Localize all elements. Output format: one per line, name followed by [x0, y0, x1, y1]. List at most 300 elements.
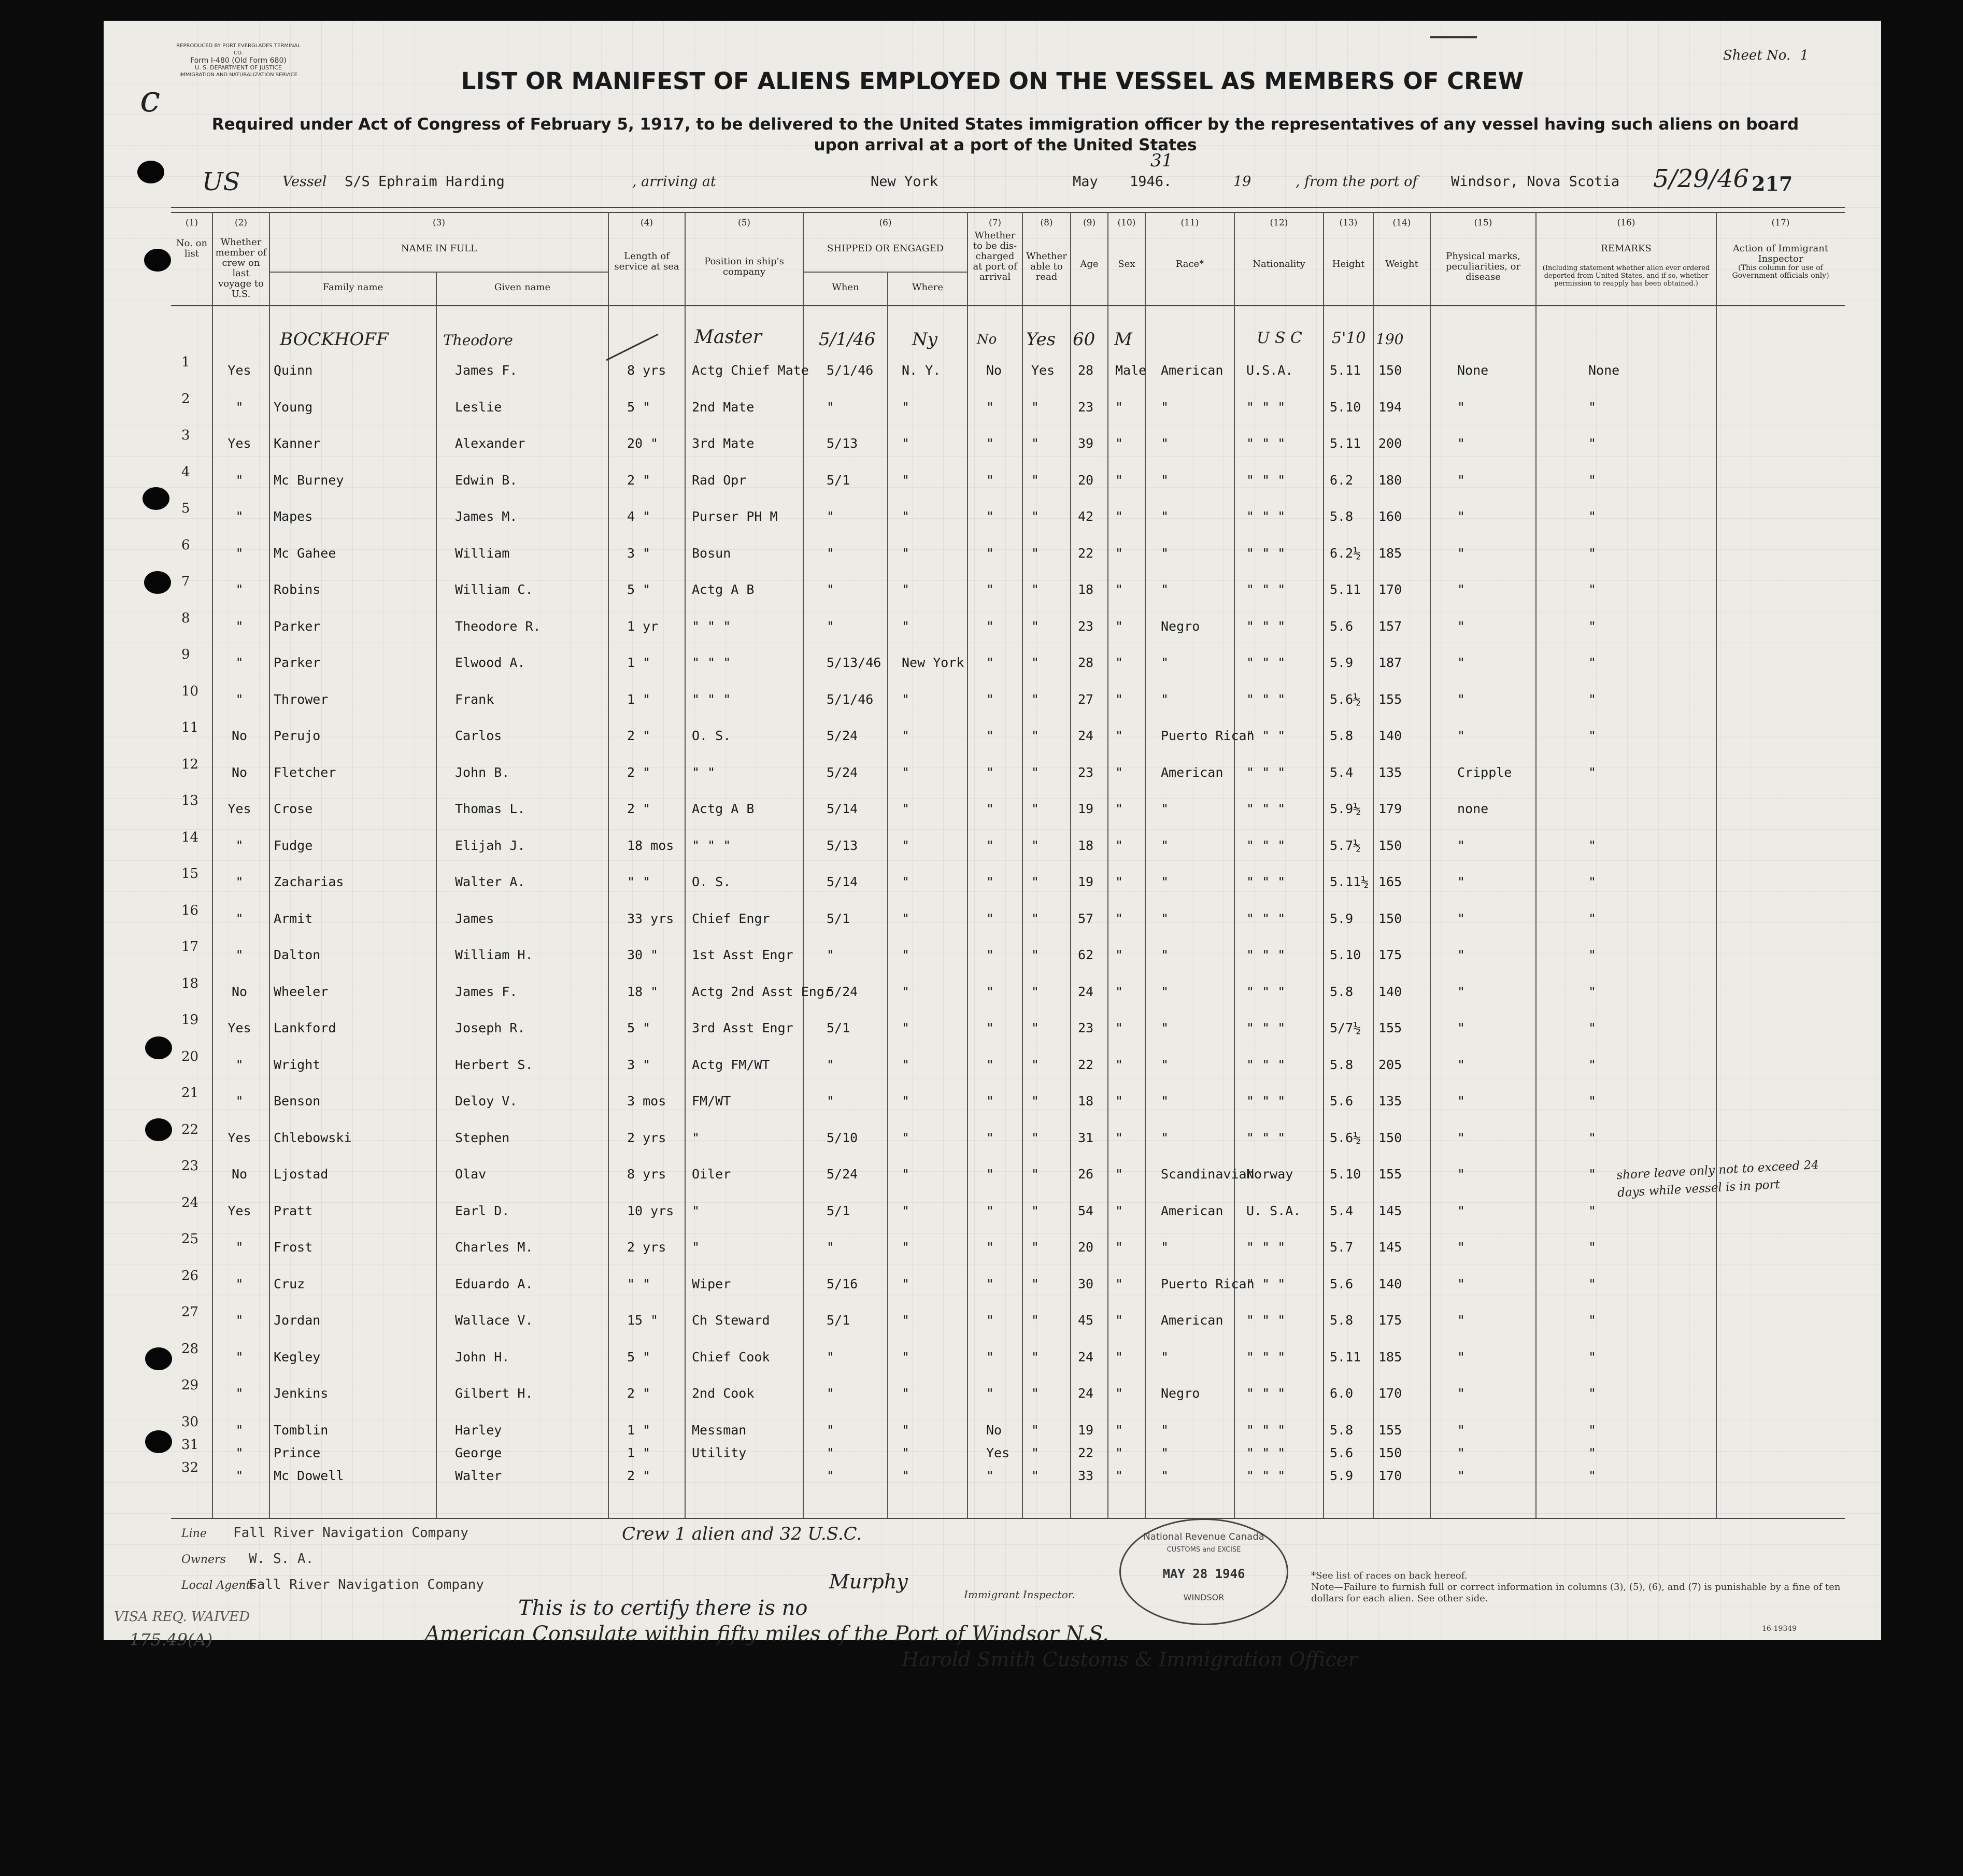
- cell-family: Jordan: [274, 1313, 321, 1328]
- cell-family: Armit: [274, 911, 313, 926]
- cell-race: ": [1161, 984, 1169, 999]
- cell-given: James: [455, 911, 494, 926]
- inspector-label: Immigrant Inspector.: [964, 1588, 1075, 1601]
- cell-member: ": [235, 655, 244, 670]
- cell-nat: " " ": [1246, 1240, 1286, 1255]
- row-number: 31: [181, 1437, 199, 1453]
- form-number: Form I-480 (Old Form 680): [190, 56, 287, 65]
- cell-remarks: ": [1588, 1167, 1597, 1182]
- cell-when: 5/1: [827, 911, 850, 926]
- master-when: 5/1/46: [819, 329, 876, 350]
- cell-where: ": [902, 1468, 910, 1483]
- cell-race: ": [1161, 1020, 1169, 1035]
- cell-service: 1 ": [627, 1422, 651, 1438]
- cell-remarks: ": [1588, 691, 1597, 707]
- cell-when: ": [827, 1445, 835, 1460]
- cell-read: ": [1031, 1468, 1040, 1483]
- cell-where: ": [902, 509, 910, 524]
- cell-position: Messman: [692, 1422, 747, 1438]
- cell-position: Actg A B: [692, 582, 755, 597]
- cell-age: 20: [1078, 472, 1094, 488]
- cell-age: 18: [1078, 1093, 1094, 1108]
- cell-race: ": [1161, 655, 1169, 670]
- cell-disch: ": [986, 984, 994, 999]
- cell-where: ": [902, 399, 910, 415]
- cell-disch: ": [986, 1130, 994, 1145]
- cell-given: Alexander: [455, 436, 525, 451]
- cell-remarks: ": [1588, 911, 1597, 926]
- cell-family: Chlebowski: [274, 1130, 352, 1145]
- cell-service: 2 yrs: [627, 1240, 666, 1255]
- cell-remarks: ": [1588, 728, 1597, 743]
- cell-weight: 145: [1378, 1203, 1402, 1218]
- corner-mark: c: [140, 78, 161, 120]
- cell-weight: 150: [1378, 363, 1402, 378]
- cell-weight: 140: [1378, 728, 1402, 743]
- cell-given: James F.: [455, 363, 518, 378]
- cell-phys: ": [1457, 436, 1466, 451]
- cell-height: 5.11: [1330, 582, 1361, 597]
- cell-where: ": [902, 1240, 910, 1255]
- vessel-name: S/S Ephraim Harding: [345, 174, 505, 190]
- cell-height: 5.11: [1330, 436, 1361, 451]
- cell-read: ": [1031, 1020, 1040, 1035]
- cell-weight: 160: [1378, 509, 1402, 524]
- cell-race: ": [1161, 545, 1169, 561]
- cell-read: ": [1031, 1057, 1040, 1072]
- cell-when: 5/24: [827, 1167, 858, 1182]
- cell-position: " " ": [692, 837, 731, 853]
- cell-remarks: ": [1588, 1020, 1597, 1035]
- cell-age: 24: [1078, 728, 1094, 743]
- cell-height: 5.8: [1330, 1313, 1354, 1328]
- cell-nat: " " ": [1246, 1349, 1286, 1365]
- cell-age: 18: [1078, 582, 1094, 597]
- cell-phys: ": [1457, 472, 1466, 488]
- cell-service: 2 ": [627, 728, 651, 743]
- column-subheader-given-name: Given name: [494, 282, 551, 293]
- cell-remarks: ": [1588, 582, 1597, 597]
- cell-sex: ": [1115, 509, 1123, 524]
- cell-read: ": [1031, 764, 1040, 780]
- cell-remarks: ": [1588, 874, 1597, 889]
- inspector-signature: Murphy: [829, 1570, 908, 1593]
- cell-nat: " " ": [1246, 1057, 1286, 1072]
- cell-family: Wheeler: [274, 984, 329, 999]
- row-number: 30: [181, 1414, 199, 1430]
- cell-given: Elwood A.: [455, 655, 525, 670]
- cell-where: ": [902, 947, 910, 962]
- column-header-name-in-full: NAME IN FULL: [401, 243, 477, 254]
- cell-height: 5.6½: [1330, 1130, 1361, 1145]
- cell-read: ": [1031, 618, 1040, 634]
- cell-where: ": [902, 1422, 910, 1438]
- cell-sex: ": [1115, 472, 1123, 488]
- cell-phys: ": [1457, 984, 1466, 999]
- cell-remarks: ": [1588, 1130, 1597, 1145]
- cell-height: 5/7½: [1330, 1020, 1361, 1035]
- column-header-action: Action of Immigrant Inspector: [1732, 243, 1829, 264]
- column-header-sex: Sex: [1118, 259, 1135, 269]
- cell-given: William C.: [455, 582, 533, 597]
- cell-race: ": [1161, 436, 1169, 451]
- cell-height: 5.4: [1330, 1203, 1354, 1218]
- cell-race: American: [1161, 1203, 1224, 1218]
- cell-weight: 155: [1378, 691, 1402, 707]
- cell-race: ": [1161, 1422, 1169, 1438]
- cell-disch: ": [986, 1313, 994, 1328]
- cell-service: 2 yrs: [627, 1130, 666, 1145]
- cell-nat: " " ": [1246, 1445, 1286, 1460]
- cell-age: 23: [1078, 764, 1094, 780]
- cell-phys: ": [1457, 509, 1466, 524]
- cell-phys: ": [1457, 582, 1466, 597]
- cell-height: 5.8: [1330, 984, 1354, 999]
- cell-when: ": [827, 545, 835, 561]
- page-title: LIST OR MANIFEST OF ALIENS EMPLOYED ON THE VESSEL AS MEMBERS OF CREW: [461, 67, 1524, 95]
- column-number: (13): [1339, 218, 1358, 228]
- master-nationality: U S C: [1257, 329, 1302, 347]
- cell-nat: " " ": [1246, 1130, 1286, 1145]
- cell-disch: No: [986, 1422, 1002, 1438]
- cell-when: ": [827, 618, 835, 634]
- column-header-shipped: SHIPPED OR ENGAGED: [827, 243, 944, 254]
- cell-where: ": [902, 691, 910, 707]
- cell-when: 5/24: [827, 764, 858, 780]
- cell-member: ": [235, 1468, 244, 1483]
- cell-where: ": [902, 764, 910, 780]
- cell-height: 5.11: [1330, 363, 1361, 378]
- row-number: 32: [181, 1459, 199, 1475]
- cell-nat: " " ": [1246, 1020, 1286, 1035]
- cell-family: Pratt: [274, 1203, 313, 1218]
- cell-disch: ": [986, 1203, 994, 1218]
- row-number: 13: [181, 793, 199, 808]
- cell-nat: " " ": [1246, 436, 1286, 451]
- cell-nat: " " ": [1246, 1093, 1286, 1108]
- cell-read: ": [1031, 545, 1040, 561]
- master-position: Master: [694, 326, 762, 348]
- cell-family: Dalton: [274, 947, 321, 962]
- cell-weight: 157: [1378, 618, 1402, 634]
- row-number: 4: [181, 464, 190, 480]
- cell-where: ": [902, 1349, 910, 1365]
- cell-nat: " " ": [1246, 947, 1286, 962]
- cell-given: Elijah J.: [455, 837, 525, 853]
- cell-nat: " " ": [1246, 691, 1286, 707]
- cell-sex: ": [1115, 837, 1123, 853]
- cell-age: 28: [1078, 655, 1094, 670]
- column-number: (12): [1270, 218, 1288, 228]
- cell-height: 5.9: [1330, 655, 1354, 670]
- cell-position: Rad Opr: [692, 472, 747, 488]
- column-header-discharged: Whether to be dis-charged at port of arrival: [973, 230, 1017, 282]
- column-header-able-read: Whether able to read: [1026, 251, 1067, 282]
- cell-race: ": [1161, 509, 1169, 524]
- cell-where: ": [902, 911, 910, 926]
- cell-given: Deloy V.: [455, 1093, 518, 1108]
- column-number: (5): [737, 218, 751, 228]
- cell-sex: ": [1115, 691, 1123, 707]
- cell-phys: ": [1457, 1313, 1466, 1328]
- arriving-at: New York: [871, 174, 938, 190]
- cell-remarks: ": [1588, 1240, 1597, 1255]
- service: IMMIGRATION AND NATURALIZATION SERVICE: [179, 72, 297, 78]
- cell-where: ": [902, 618, 910, 634]
- cell-height: 5.7½: [1330, 837, 1361, 853]
- column-header-no-on-list: No. on list: [176, 238, 208, 259]
- cell-phys: ": [1457, 1445, 1466, 1460]
- column-number: (9): [1083, 218, 1096, 228]
- cell-weight: 155: [1378, 1167, 1402, 1182]
- cell-nat: " " ": [1246, 911, 1286, 926]
- cell-when: 5/24: [827, 984, 858, 999]
- cell-family: Wright: [274, 1057, 321, 1072]
- cell-sex: ": [1115, 1276, 1123, 1291]
- cell-disch: ": [986, 1468, 994, 1483]
- cell-race: Negro: [1161, 618, 1200, 634]
- cell-phys: ": [1457, 1240, 1466, 1255]
- cell-position: " " ": [692, 691, 731, 707]
- cell-when: ": [827, 1468, 835, 1483]
- cell-phys: ": [1457, 1130, 1466, 1145]
- column-number: (6): [879, 218, 892, 228]
- cell-when: 5/13: [827, 436, 858, 451]
- cell-nat: " " ": [1246, 1386, 1286, 1401]
- cert-line-3: Harold Smith Customs & Immigration Officer: [902, 1648, 1358, 1671]
- row-number: 15: [181, 866, 199, 882]
- cell-race: Puerto Rican: [1161, 728, 1255, 743]
- cell-nat: Norway: [1246, 1167, 1293, 1182]
- cell-remarks: ": [1588, 472, 1597, 488]
- cell-service: 3 mos: [627, 1093, 666, 1108]
- master-where: Ny: [912, 329, 937, 350]
- cell-weight: 185: [1378, 1349, 1402, 1365]
- cell-remarks: None: [1588, 363, 1620, 378]
- cell-where: N. Y.: [902, 363, 941, 378]
- cell-read: ": [1031, 911, 1040, 926]
- cell-race: ": [1161, 1093, 1169, 1108]
- cell-disch: ": [986, 509, 994, 524]
- cell-given: Theodore R.: [455, 618, 541, 634]
- cell-when: 5/1: [827, 472, 850, 488]
- cell-member: ": [235, 1386, 244, 1401]
- column-subheader-action-sub: (This column for use of Government officials only): [1732, 264, 1829, 280]
- cell-family: Tomblin: [274, 1422, 329, 1438]
- cell-service: 1 ": [627, 691, 651, 707]
- cell-sex: ": [1115, 1349, 1123, 1365]
- cell-disch: ": [986, 1349, 994, 1365]
- cell-remarks: ": [1588, 545, 1597, 561]
- cell-member: Yes: [227, 1130, 251, 1145]
- cell-position: Utility: [692, 1445, 747, 1460]
- cell-service: 1 ": [627, 1445, 651, 1460]
- cell-race: ": [1161, 1349, 1169, 1365]
- cell-weight: 140: [1378, 1276, 1402, 1291]
- cell-where: ": [902, 1386, 910, 1401]
- column-number: (4): [640, 218, 653, 228]
- cell-age: 42: [1078, 509, 1094, 524]
- cell-nat: U.S.A.: [1246, 363, 1293, 378]
- row-number: 14: [181, 829, 199, 845]
- cell-weight: 150: [1378, 1130, 1402, 1145]
- master-weight: 190: [1376, 331, 1404, 348]
- cell-nat: " " ": [1246, 1468, 1286, 1483]
- cell-weight: 135: [1378, 1093, 1402, 1108]
- cell-height: 5.8: [1330, 728, 1354, 743]
- cell-sex: ": [1115, 801, 1123, 816]
- cell-where: ": [902, 1313, 910, 1328]
- cell-disch: ": [986, 1240, 994, 1255]
- column-number: (10): [1117, 218, 1136, 228]
- cell-age: 45: [1078, 1313, 1094, 1328]
- cell-phys: ": [1457, 655, 1466, 670]
- cell-member: ": [235, 472, 244, 488]
- cell-position: ": [692, 1203, 700, 1218]
- cell-height: 5.8: [1330, 509, 1354, 524]
- cell-position: ": [692, 1240, 700, 1255]
- cell-when: 5/1/46: [827, 691, 874, 707]
- cell-read: ": [1031, 728, 1040, 743]
- cell-nat: " " ": [1246, 582, 1286, 597]
- cell-given: Charles M.: [455, 1240, 533, 1255]
- cell-when: 5/24: [827, 728, 858, 743]
- row-number: 2: [181, 391, 190, 407]
- column-subheader-remarks-sub: (Including statement whether alien ever ordered deported from United States, and if so, whether permission to reapply has been obtained.): [1542, 264, 1710, 288]
- cell-when: 5/14: [827, 874, 858, 889]
- cell-given: John B.: [455, 764, 510, 780]
- vessel-hand-prefix: US: [202, 167, 240, 196]
- cell-where: ": [902, 1093, 910, 1108]
- cell-family: Thrower: [274, 691, 329, 707]
- row-number: 23: [181, 1158, 199, 1174]
- cell-remarks: ": [1588, 1386, 1597, 1401]
- cell-weight: 170: [1378, 1386, 1402, 1401]
- cell-nat: " " ": [1246, 472, 1286, 488]
- cell-member: No: [231, 764, 248, 780]
- row-number: 16: [181, 902, 199, 918]
- cell-nat: " " ": [1246, 1313, 1286, 1328]
- row-number: 11: [181, 720, 199, 735]
- cell-age: 19: [1078, 1422, 1094, 1438]
- cell-weight: 155: [1378, 1422, 1402, 1438]
- cell-member: ": [235, 582, 244, 597]
- cell-where: ": [902, 1203, 910, 1218]
- cell-given: Eduardo A.: [455, 1276, 533, 1291]
- cell-sex: ": [1115, 1445, 1123, 1460]
- cell-member: ": [235, 399, 244, 415]
- cell-sex: ": [1115, 728, 1123, 743]
- cell-given: George: [455, 1445, 502, 1460]
- cell-given: Edwin B.: [455, 472, 518, 488]
- cell-member: No: [231, 1167, 248, 1182]
- cell-remarks: ": [1588, 764, 1597, 780]
- cell-sex: ": [1115, 1203, 1123, 1218]
- row-number: 9: [181, 647, 190, 662]
- cell-disch: ": [986, 436, 994, 451]
- cell-when: ": [827, 582, 835, 597]
- cell-given: Frank: [455, 691, 494, 707]
- cell-race: ": [1161, 911, 1169, 926]
- cell-remarks: ": [1588, 509, 1597, 524]
- cell-given: Joseph R.: [455, 1020, 525, 1035]
- cell-when: ": [827, 947, 835, 962]
- cell-read: ": [1031, 582, 1040, 597]
- cell-position: O. S.: [692, 728, 731, 743]
- cell-member: ": [235, 1422, 244, 1438]
- cell-read: ": [1031, 1276, 1040, 1291]
- cell-age: 62: [1078, 947, 1094, 962]
- cell-family: Lankford: [274, 1020, 336, 1035]
- row-number: 28: [181, 1341, 199, 1357]
- cell-remarks: ": [1588, 984, 1597, 999]
- cell-where: ": [902, 436, 910, 451]
- column-subheader-family-name: Family name: [322, 282, 383, 293]
- cell-family: Mc Dowell: [274, 1468, 344, 1483]
- row-number: 24: [181, 1195, 199, 1211]
- cell-when: 5/13/46: [827, 655, 881, 670]
- cell-disch: ": [986, 947, 994, 962]
- cell-sex: Male: [1115, 363, 1147, 378]
- row-number: 27: [181, 1304, 199, 1320]
- row-number: 19: [181, 1012, 199, 1028]
- cell-race: American: [1161, 363, 1224, 378]
- cell-service: 30 ": [627, 947, 659, 962]
- cell-nat: " " ": [1246, 984, 1286, 999]
- cell-disch: ": [986, 801, 994, 816]
- cell-sex: ": [1115, 1422, 1123, 1438]
- cell-family: Quinn: [274, 363, 313, 378]
- cell-read: ": [1031, 655, 1040, 670]
- master-sex: M: [1114, 329, 1132, 350]
- punch-hole: [137, 161, 164, 183]
- cell-disch: ": [986, 618, 994, 634]
- cell-remarks: ": [1588, 1313, 1597, 1328]
- cell-disch: ": [986, 1093, 994, 1108]
- page-number: 217: [1752, 172, 1793, 195]
- year-label: 19: [1233, 174, 1251, 190]
- cell-disch: ": [986, 1386, 994, 1401]
- cell-position: 3rd Mate: [692, 436, 755, 451]
- cell-service: 5 ": [627, 582, 651, 597]
- cell-phys: ": [1457, 1468, 1466, 1483]
- cell-sex: ": [1115, 545, 1123, 561]
- cell-sex: ": [1115, 984, 1123, 999]
- cell-position: Actg FM/WT: [692, 1057, 770, 1072]
- cell-position: Chief Cook: [692, 1349, 770, 1365]
- cell-height: 5.10: [1330, 399, 1361, 415]
- form-code: 16-19349: [1762, 1625, 1797, 1633]
- cell-when: ": [827, 399, 835, 415]
- cell-remarks: ": [1588, 655, 1597, 670]
- cell-disch: ": [986, 764, 994, 780]
- cell-sex: ": [1115, 1386, 1123, 1401]
- cell-age: 54: [1078, 1203, 1094, 1218]
- row-number: 21: [181, 1085, 199, 1101]
- cell-service: 4 ": [627, 509, 651, 524]
- cell-read: ": [1031, 947, 1040, 962]
- column-number: (17): [1771, 218, 1790, 228]
- cell-weight: 175: [1378, 1313, 1402, 1328]
- cell-nat: " " ": [1246, 801, 1286, 816]
- cell-sex: ": [1115, 582, 1123, 597]
- cell-family: Kanner: [274, 436, 321, 451]
- column-number: (16): [1617, 218, 1635, 228]
- cert-line-2: American Consulate within fifty miles of the Port of Windsor N.S.: [425, 1622, 1109, 1646]
- sheet-label: Sheet No.: [1723, 48, 1791, 63]
- cell-member: ": [235, 509, 244, 524]
- cell-given: Herbert S.: [455, 1057, 533, 1072]
